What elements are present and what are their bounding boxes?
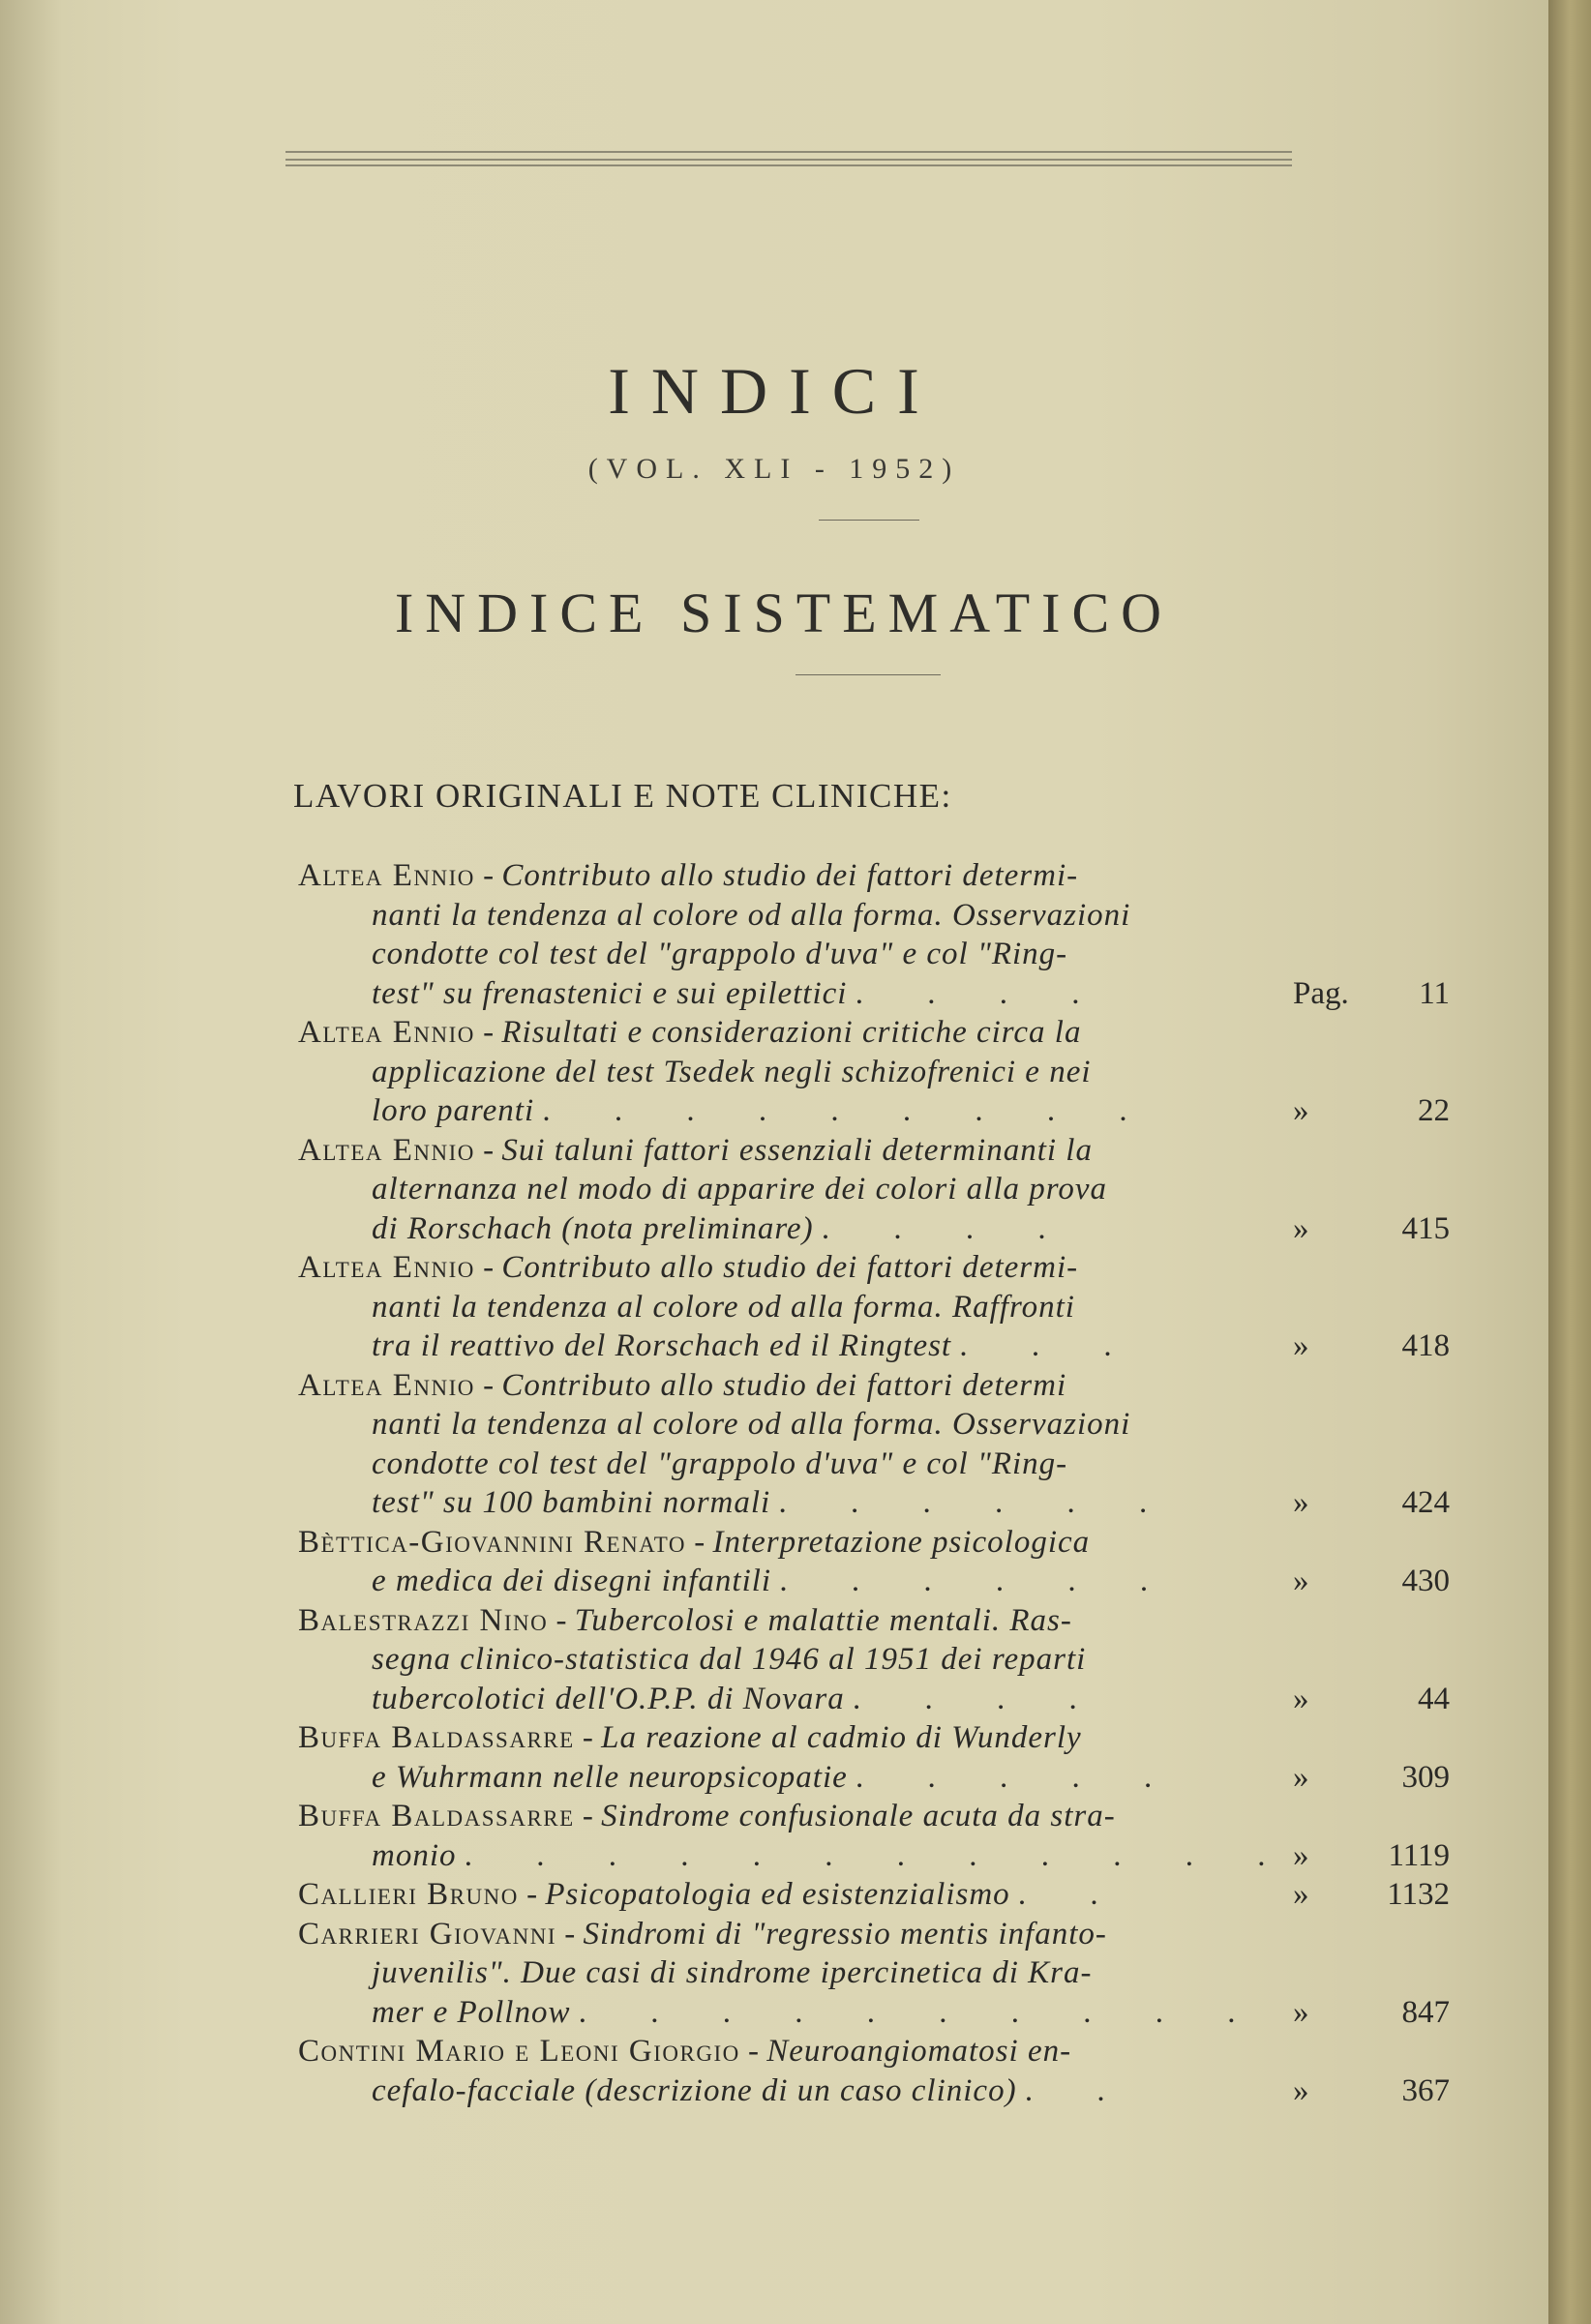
entry-line (298, 974, 1450, 1014)
entry-author: Altea Ennio (298, 1367, 475, 1403)
volume-label: (VOL. XLI - 1952) (587, 453, 961, 485)
entry-line (298, 896, 1450, 936)
entry-separator: - (686, 1524, 713, 1560)
entry-author: Bèttica-Giovannini Renato (298, 1524, 686, 1560)
entry-line (298, 1091, 1450, 1131)
entry-line (298, 1875, 1450, 1915)
entry-title-text: Interpretazione psicologica (712, 1524, 1091, 1560)
entry-author: Balestrazzi Nino (298, 1602, 549, 1638)
entry-leader-dots: . . . . (821, 1210, 1074, 1246)
entry-title-text: Contributo allo studio dei fattori determi (501, 1367, 1067, 1403)
entry-line (298, 1797, 1450, 1836)
book-spine (1548, 0, 1591, 2324)
entry-title-text: test" su 100 bambini normali (372, 1485, 771, 1520)
entry-page-label: » (1293, 2072, 1309, 2108)
entry-page-label: » (1293, 1093, 1309, 1128)
entry-line (298, 1640, 1450, 1680)
entry-page-label: » (1293, 1994, 1309, 2030)
entry-title-text: cefalo-facciale (descrizione di un caso clinico) (372, 2072, 1017, 2108)
entry-title-text: juvenilis". Due casi di sindrome ipercinetica di Kra- (372, 1955, 1093, 1990)
entry-line (298, 1718, 1450, 1758)
entry-title-text: segna clinico-statistica dal 1946 al 1951 dei reparti (372, 1642, 1087, 1677)
entry-leader-dots: . . . . (853, 1681, 1105, 1716)
index-entry (298, 2032, 1450, 2110)
entry-page-number: 418 (1401, 1328, 1450, 1363)
entry-title-text: Sindromi di "regressio mentis infanto- (583, 1916, 1107, 1952)
index-entry (298, 1915, 1450, 2033)
entry-title-text: Neuroangiomatosi en- (766, 2034, 1072, 2069)
index-subtitle: INDICE SISTEMATICO (394, 581, 1174, 644)
entry-author: Altea Ennio (298, 1250, 475, 1285)
entry-title-text: tra il reattivo del Rorschach ed il Ringtest (372, 1328, 952, 1363)
entry-page-label: » (1293, 1210, 1309, 1246)
entry-line (298, 1170, 1450, 1209)
section-heading: LAVORI ORIGINALI E NOTE CLINICHE: (293, 777, 952, 815)
entry-line (298, 1483, 1450, 1523)
top-rule-1 (285, 151, 1292, 153)
index-entry (298, 1366, 1450, 1523)
entry-title-text: loro parenti (372, 1093, 535, 1128)
entry-line (298, 1131, 1450, 1171)
entry-line (298, 1758, 1450, 1798)
entry-title-text: mer e Pollnow (372, 1994, 571, 2030)
entry-line (298, 1288, 1450, 1327)
index-entry (298, 856, 1450, 1013)
entry-line (298, 1562, 1450, 1601)
entry-title-text: condotte col test del "grappolo d'uva" e col "Ring- (372, 937, 1068, 971)
index-entry (298, 1797, 1450, 1875)
entry-page-label: » (1293, 1681, 1309, 1716)
entry-title-text: e Wuhrmann nelle neuropsicopatie (372, 1759, 848, 1795)
top-rule-3 (285, 164, 1292, 166)
entry-page-number: 1119 (1388, 1837, 1450, 1873)
entry-leader-dots: . . (1024, 2072, 1133, 2108)
entry-author: Contini Mario e Leoni Giorgio (298, 2034, 740, 2069)
index-entry (298, 1718, 1450, 1797)
entry-page-label: Pag. (1293, 975, 1349, 1011)
entry-title-text: e medica dei disegni infantili (372, 1564, 772, 1598)
entry-leader-dots: . . . (959, 1328, 1140, 1363)
entry-title-text: nanti la tendenza al colore od alla forma. Osservazioni (372, 897, 1131, 933)
entry-title-text: nanti la tendenza al colore od alla forma. Raffronti (372, 1289, 1075, 1325)
entry-line (298, 2071, 1450, 2111)
entry-title-text: monio (372, 1837, 457, 1873)
entry-line (298, 1601, 1450, 1641)
entry-page-label: » (1293, 1328, 1309, 1363)
entry-separator: - (474, 858, 502, 893)
entry-line (298, 1953, 1450, 1993)
entry-page-label: » (1293, 1759, 1309, 1795)
index-entry (298, 1013, 1450, 1131)
entry-separator: - (574, 1720, 602, 1755)
entry-separator: - (518, 1877, 546, 1912)
entry-line (298, 1013, 1450, 1053)
entry-leader-dots: . . . . . (856, 1759, 1181, 1795)
entry-separator: - (739, 2034, 767, 2069)
index-entry (298, 1131, 1450, 1249)
entry-title-text: Contributo allo studio dei fattori determi- (501, 858, 1079, 893)
page-title: INDICI (608, 354, 941, 428)
entry-title-text: Contributo allo studio dei fattori determi- (501, 1250, 1079, 1285)
entry-title-text: applicazione del test Tsedek negli schizofrenici e nei (372, 1054, 1092, 1089)
entry-author: Altea Ennio (298, 1015, 475, 1050)
entry-line (298, 1248, 1450, 1288)
divider-rule (819, 520, 919, 521)
entry-leader-dots: . . (1017, 1877, 1126, 1912)
entry-line (298, 856, 1450, 896)
entry-author: Altea Ennio (298, 1132, 475, 1168)
entry-page-number: 11 (1419, 975, 1450, 1011)
entry-title-text: tubercolotici dell'O.P.P. di Novara (372, 1681, 845, 1716)
entry-title-text: Sindrome confusionale acuta da stra- (601, 1799, 1116, 1833)
entry-separator: - (474, 1250, 502, 1285)
entry-line (298, 1326, 1450, 1366)
entry-author: Carrieri Giovanni (298, 1916, 556, 1952)
index-entries (298, 856, 1450, 2110)
entry-line (298, 935, 1450, 974)
entry-line (298, 1836, 1450, 1876)
entry-separator: - (474, 1132, 502, 1168)
entry-author: Buffa Baldassarre (298, 1799, 575, 1833)
entry-author: Callieri Bruno (298, 1877, 519, 1912)
entry-leader-dots: . . . . . . . . . . . . (464, 1837, 1294, 1873)
entry-separator: - (548, 1602, 575, 1638)
entry-leader-dots: . . . . . . (779, 1564, 1177, 1598)
entry-leader-dots: . . . . . . . . . . (578, 1994, 1264, 2030)
index-entry (298, 1523, 1450, 1601)
entry-line (298, 1209, 1450, 1249)
entry-separator: - (556, 1916, 584, 1952)
entry-line (298, 1053, 1450, 1092)
entry-page-label: » (1293, 1485, 1309, 1520)
entry-title-text: nanti la tendenza al colore od alla forma. Osservazioni (372, 1407, 1131, 1442)
entry-separator: - (574, 1799, 602, 1833)
entry-page-label: » (1293, 1877, 1309, 1912)
index-entry (298, 1248, 1450, 1366)
entry-line (298, 1405, 1450, 1445)
entry-line (298, 1366, 1450, 1406)
entry-page-number: 424 (1401, 1485, 1450, 1520)
entry-page-label: » (1293, 1837, 1309, 1873)
entry-title-text: di Rorschach (nota preliminare) (372, 1210, 814, 1246)
entry-line (298, 1445, 1450, 1484)
entry-title-text: Psicopatologia ed esistenzialismo (545, 1877, 1010, 1912)
entry-title-text: alternanza nel modo di apparire dei colori alla prova (372, 1172, 1108, 1207)
index-entry (298, 1601, 1450, 1719)
top-rule-2 (285, 159, 1292, 161)
entry-page-number: 1132 (1387, 1877, 1450, 1912)
entry-separator: - (474, 1367, 502, 1403)
entry-page-number: 415 (1401, 1210, 1450, 1246)
entry-author: Buffa Baldassarre (298, 1720, 575, 1755)
entry-title-text: Tubercolosi e malattie mentali. Ras- (574, 1602, 1072, 1638)
entry-page-number: 430 (1401, 1564, 1450, 1598)
entry-leader-dots: . . . . (855, 975, 1108, 1011)
entry-page-number: 367 (1401, 2072, 1450, 2108)
entry-line (298, 1680, 1450, 1719)
entry-line (298, 1993, 1450, 2033)
entry-line (298, 1523, 1450, 1563)
entry-title-text: test" su frenastenici e sui epilettici (372, 975, 848, 1011)
entry-leader-dots: . . . . . . (778, 1485, 1176, 1520)
entry-leader-dots: . . . . . . . . . (542, 1093, 1156, 1128)
entry-line (298, 1915, 1450, 1954)
entry-title-text: Risultati e considerazioni critiche circa la (501, 1015, 1082, 1050)
entry-separator: - (474, 1015, 502, 1050)
entry-page-label: » (1293, 1564, 1309, 1598)
entry-page-number: 44 (1418, 1681, 1450, 1716)
subtitle-rule (796, 674, 941, 675)
entry-title-text: condotte col test del "grappolo d'uva" e col "Ring- (372, 1445, 1068, 1481)
entry-page-number: 309 (1401, 1759, 1450, 1795)
entry-author: Altea Ennio (298, 858, 475, 893)
entry-title-text: La reazione al cadmio di Wunderly (601, 1720, 1082, 1755)
entry-line (298, 2032, 1450, 2071)
index-entry (298, 1875, 1450, 1915)
entry-title-text: Sui taluni fattori essenziali determinanti la (501, 1132, 1093, 1168)
entry-page-number: 847 (1401, 1994, 1450, 2030)
entry-page-number: 22 (1418, 1093, 1450, 1128)
